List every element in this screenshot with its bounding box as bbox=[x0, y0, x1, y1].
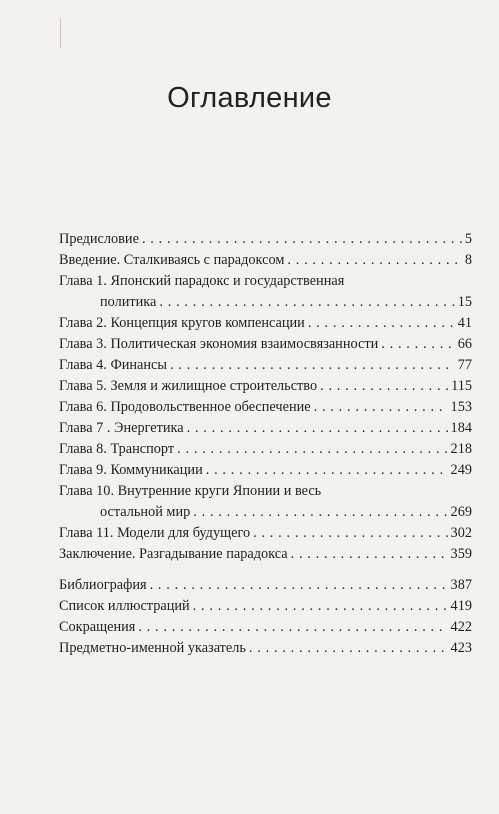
toc-entry-title-line-1: Глава 1. Японский парадокс и государственная bbox=[59, 273, 345, 289]
toc-entry-page: 249 bbox=[450, 462, 472, 478]
toc-entry-title-line-2: остальной мир bbox=[100, 504, 191, 520]
leader-dots bbox=[150, 575, 448, 596]
toc-entry-page: 66 bbox=[457, 336, 472, 352]
leader-dots bbox=[291, 544, 448, 565]
leader-dots bbox=[320, 376, 448, 397]
toc-entry-title: Глава 11. Модели для будущего bbox=[59, 525, 251, 541]
toc-entry-page: 302 bbox=[450, 525, 472, 541]
toc-entry-title: Глава 3. Политическая экономия взаимосвязанности bbox=[59, 336, 379, 352]
toc-entry-page: 77 bbox=[457, 357, 472, 373]
leader-dots bbox=[287, 250, 461, 271]
leader-dots bbox=[193, 596, 448, 617]
toc-entry-abbreviations[interactable] bbox=[59, 617, 472, 638]
toc-entry-title: Список иллюстраций bbox=[59, 598, 190, 614]
toc-entry-page: 387 bbox=[450, 577, 472, 593]
toc-entry-page: 15 bbox=[457, 294, 472, 310]
toc-entry-title: Библиография bbox=[59, 577, 147, 593]
leader-dots bbox=[142, 229, 462, 250]
toc-entry-page: 153 bbox=[450, 399, 472, 415]
leader-dots bbox=[193, 502, 447, 523]
toc-entry-title: Предметно-именной указатель bbox=[59, 640, 246, 656]
header-divider bbox=[60, 18, 61, 48]
leader-dots bbox=[206, 460, 448, 481]
leader-dots bbox=[187, 418, 448, 439]
leader-dots bbox=[177, 439, 447, 460]
toc-entry-chapter-2[interactable] bbox=[59, 313, 472, 334]
toc-entry-title: Глава 6. Продовольственное обеспечение bbox=[59, 399, 311, 415]
toc-entry-chapter-4[interactable] bbox=[59, 355, 472, 376]
page-title: Оглавление bbox=[167, 82, 332, 114]
toc-entry-preface[interactable] bbox=[59, 229, 472, 250]
toc-entry-title: Глава 9. Коммуникации bbox=[59, 462, 203, 478]
toc-entry-conclusion[interactable] bbox=[59, 544, 472, 565]
toc-entry-chapter-6[interactable] bbox=[59, 397, 472, 418]
toc-entry-page: 8 bbox=[464, 252, 472, 268]
toc-entry-title: Глава 4. Финансы bbox=[59, 357, 167, 373]
leader-dots bbox=[249, 638, 448, 659]
toc-entry-page: 115 bbox=[451, 378, 472, 394]
leader-dots bbox=[381, 334, 454, 355]
leader-dots bbox=[159, 292, 454, 313]
table-of-contents bbox=[59, 229, 472, 659]
toc-entry-illustrations[interactable] bbox=[59, 596, 472, 617]
toc-entry-title: Введение. Сталкиваясь с парадоксом bbox=[59, 252, 285, 268]
leader-dots bbox=[138, 617, 447, 638]
toc-entry-title: Заключение. Разгадывание парадокса bbox=[59, 546, 288, 562]
toc-entry-title-line-2: политика bbox=[100, 294, 157, 310]
toc-entry-page: 419 bbox=[450, 598, 472, 614]
toc-entry-title: Глава 5. Земля и жилищное строительство bbox=[59, 378, 318, 394]
leader-dots bbox=[170, 355, 455, 376]
toc-entry-page: 423 bbox=[450, 640, 472, 656]
toc-entry-title: Глава 8. Транспорт bbox=[59, 441, 175, 457]
toc-entry-page: 5 bbox=[464, 231, 472, 247]
toc-entry-chapter-10[interactable] bbox=[59, 481, 472, 523]
toc-entry-introduction[interactable] bbox=[59, 250, 472, 271]
toc-entry-page: 359 bbox=[450, 546, 472, 562]
toc-entry-title: Глава 7 . Энергетика bbox=[59, 420, 184, 436]
toc-entry-chapter-7[interactable] bbox=[59, 418, 472, 439]
toc-entry-page: 422 bbox=[450, 619, 472, 635]
toc-entry-bibliography[interactable] bbox=[59, 575, 472, 596]
toc-entry-chapter-1[interactable] bbox=[59, 271, 472, 313]
leader-dots bbox=[308, 313, 455, 334]
toc-entry-page: 218 bbox=[450, 441, 472, 457]
toc-entry-title: Сокращения bbox=[59, 619, 136, 635]
toc-entry-title-line-1: Глава 10. Внутренние круги Японии и весь bbox=[59, 483, 322, 499]
toc-entry-page: 269 bbox=[450, 504, 472, 520]
toc-entry-page: 41 bbox=[457, 315, 472, 331]
toc-entry-index[interactable] bbox=[59, 638, 472, 659]
toc-entry-title: Глава 2. Концепция кругов компенсации bbox=[59, 315, 305, 331]
toc-entry-chapter-3[interactable] bbox=[59, 334, 472, 355]
leader-dots bbox=[314, 397, 448, 418]
toc-entry-chapter-8[interactable] bbox=[59, 439, 472, 460]
toc-entry-chapter-5[interactable] bbox=[59, 376, 472, 397]
toc-entry-chapter-9[interactable] bbox=[59, 460, 472, 481]
toc-entry-chapter-11[interactable] bbox=[59, 523, 472, 544]
toc-entry-title: Предисловие bbox=[59, 231, 139, 247]
toc-entry-page: 184 bbox=[450, 420, 472, 436]
leader-dots bbox=[253, 523, 447, 544]
page-header bbox=[0, 0, 499, 52]
